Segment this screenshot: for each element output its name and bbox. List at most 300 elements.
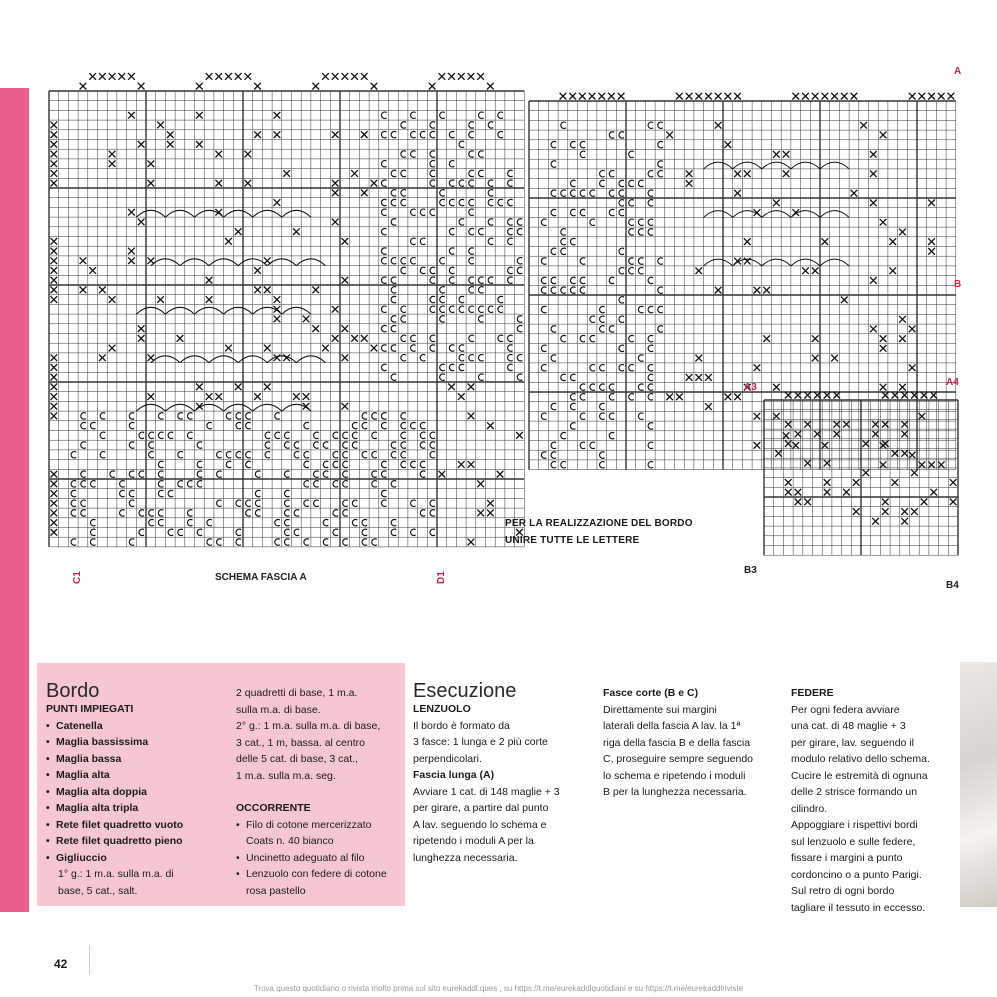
footer-note: Trova questo quotidiano o rivista molto prima sul sito eurekaddl.ques , su https://t.me/eurekaddlquotidiani e su https://t.me/eurekaddlriviste bbox=[253, 984, 744, 993]
stitch-c bbox=[648, 374, 653, 380]
gigliuccio-line: 2 quadretti di base, 1 m.a. bbox=[236, 687, 358, 699]
stitch-c bbox=[430, 122, 435, 128]
stitch-c bbox=[285, 471, 290, 477]
stitch-c bbox=[561, 122, 566, 128]
stitch-x bbox=[51, 257, 58, 264]
stitch-c bbox=[314, 500, 319, 506]
stitch-c bbox=[638, 180, 643, 186]
stitch-c bbox=[459, 219, 464, 225]
lenzuolo-heading: LENZUOLO bbox=[413, 703, 471, 715]
stitch-x bbox=[911, 469, 918, 476]
stitch-arc bbox=[704, 259, 733, 266]
stitch-c bbox=[430, 335, 435, 341]
stitch-x bbox=[773, 200, 780, 207]
stitch-c bbox=[391, 190, 396, 196]
stitch-c bbox=[430, 277, 435, 283]
schema-caption: SCHEMA FASCIA A bbox=[215, 572, 307, 583]
stitch-x bbox=[215, 73, 222, 80]
stitch-c bbox=[517, 316, 522, 322]
stitch-c bbox=[401, 190, 406, 196]
stitch-c bbox=[314, 432, 319, 438]
stitch-c bbox=[236, 413, 241, 419]
stitch-c bbox=[323, 539, 328, 545]
stitch-x bbox=[882, 392, 889, 399]
stitch-c bbox=[440, 364, 445, 370]
stitch-c bbox=[658, 326, 663, 332]
stitch-x bbox=[705, 93, 712, 100]
stitch-x bbox=[618, 93, 625, 100]
note-line: PER LA REALIZZAZIONE DEL BORDO bbox=[505, 518, 693, 529]
stitch-x bbox=[51, 403, 58, 410]
stitch-c bbox=[551, 452, 556, 458]
stitch-x bbox=[138, 141, 145, 148]
stitch-c bbox=[352, 442, 357, 448]
stitch-x bbox=[51, 413, 58, 420]
stitch-c bbox=[619, 209, 624, 215]
stitch-x bbox=[332, 131, 339, 138]
stitch-c bbox=[459, 306, 464, 312]
stitch-c bbox=[469, 131, 474, 137]
stitch-x bbox=[792, 442, 799, 449]
stitch-x bbox=[822, 93, 829, 100]
stitch-c bbox=[168, 432, 173, 438]
stitch-c bbox=[561, 229, 566, 235]
stitch-x bbox=[99, 287, 106, 294]
stitch-x bbox=[705, 374, 712, 381]
stitch-c bbox=[362, 452, 367, 458]
stitch-c bbox=[440, 258, 445, 264]
stitch-c bbox=[81, 500, 86, 506]
stitch-c bbox=[561, 238, 566, 244]
text-line: Per ogni federa avviare bbox=[791, 703, 900, 716]
stitch-x bbox=[148, 160, 155, 167]
stitch-c bbox=[541, 258, 546, 264]
stitch-x bbox=[51, 170, 58, 177]
gigliuccio-line: delle 5 cat. di base, 3 cat., bbox=[236, 753, 358, 765]
stitch-c bbox=[81, 413, 86, 419]
stitch-x bbox=[274, 131, 281, 138]
stitch-c bbox=[517, 374, 522, 380]
stitch-c bbox=[304, 481, 309, 487]
stitch-c bbox=[265, 452, 270, 458]
stitch-c bbox=[401, 355, 406, 361]
stitch-arc bbox=[733, 162, 762, 169]
stitch-x bbox=[901, 508, 908, 515]
stitch-x bbox=[342, 325, 349, 332]
stitch-c bbox=[430, 345, 435, 351]
stitch-x bbox=[51, 296, 58, 303]
stitch-x bbox=[785, 479, 792, 486]
text-line: laterali della fascia A lav. la 1ª bbox=[603, 720, 741, 732]
stitch-x bbox=[109, 151, 116, 158]
stitch-x bbox=[901, 392, 908, 399]
stitch-x bbox=[744, 170, 751, 177]
stitch-c bbox=[551, 161, 556, 167]
stitch-c bbox=[411, 500, 416, 506]
stitch-x bbox=[950, 499, 957, 506]
stitch-c bbox=[619, 180, 624, 186]
stitch-c bbox=[420, 131, 425, 137]
punti-item: • Maglia alta tripla bbox=[46, 800, 183, 817]
stitch-c bbox=[430, 529, 435, 535]
stitch-x bbox=[342, 354, 349, 361]
stitch-x bbox=[734, 170, 741, 177]
stitch-x bbox=[725, 93, 732, 100]
stitch-x bbox=[928, 248, 935, 255]
stitch-c bbox=[498, 296, 503, 302]
stitch-c bbox=[469, 335, 474, 341]
stitch-c bbox=[391, 374, 396, 380]
stitch-c bbox=[658, 141, 663, 147]
stitch-x bbox=[51, 481, 58, 488]
stitch-c bbox=[469, 287, 474, 293]
stitch-x bbox=[89, 73, 96, 80]
join-letters-note bbox=[505, 515, 693, 549]
stitch-c bbox=[275, 413, 280, 419]
stitch-c bbox=[440, 287, 445, 293]
stitch-c bbox=[600, 452, 605, 458]
stitch-c bbox=[333, 529, 338, 535]
stitch-x bbox=[841, 93, 848, 100]
stitch-c bbox=[401, 306, 406, 312]
stitch-c bbox=[648, 423, 653, 429]
text-line: Direttamente sui margini bbox=[603, 703, 717, 716]
stitch-c bbox=[459, 180, 464, 186]
stitch-x bbox=[235, 384, 242, 391]
stitch-c bbox=[343, 481, 348, 487]
stitch-c bbox=[129, 471, 134, 477]
stitch-x bbox=[785, 440, 792, 447]
stitch-x bbox=[477, 73, 484, 80]
text-line: sul lenzuolo e sulle federe, bbox=[791, 835, 916, 848]
stitch-x bbox=[870, 151, 877, 158]
stitch-x bbox=[676, 93, 683, 100]
stitch-x bbox=[695, 93, 702, 100]
stitch-c bbox=[294, 442, 299, 448]
stitch-c bbox=[139, 432, 144, 438]
stitch-c bbox=[571, 190, 576, 196]
stitch-arc bbox=[704, 162, 733, 169]
stitch-c bbox=[648, 365, 653, 371]
stitch-c bbox=[459, 345, 464, 351]
text-line: C, proseguire sempre seguendo bbox=[603, 753, 754, 765]
stitch-x bbox=[763, 287, 770, 294]
stitch-c bbox=[411, 112, 416, 118]
stitch-c bbox=[352, 432, 357, 438]
stitch-x bbox=[206, 73, 213, 80]
stitch-c bbox=[314, 442, 319, 448]
text-line: perpendicolari. bbox=[413, 752, 482, 765]
stitch-x bbox=[274, 112, 281, 119]
stitch-x bbox=[831, 355, 838, 362]
stitch-x bbox=[342, 73, 349, 80]
stitch-c bbox=[449, 199, 454, 205]
stitch-c bbox=[246, 510, 251, 516]
stitch-c bbox=[81, 442, 86, 448]
stitch-x bbox=[870, 200, 877, 207]
stitch-c bbox=[430, 442, 435, 448]
stitch-c bbox=[590, 219, 595, 225]
stitch-c bbox=[246, 500, 251, 506]
stitch-x bbox=[293, 228, 300, 235]
stitch-c bbox=[459, 355, 464, 361]
punti-item: • Maglia alta doppia bbox=[46, 784, 183, 801]
stitch-x bbox=[196, 141, 203, 148]
federe-heading: FEDERE bbox=[791, 687, 834, 699]
stitch-c bbox=[188, 432, 193, 438]
stitch-x bbox=[695, 374, 702, 381]
stitch-c bbox=[449, 267, 454, 273]
stitch-c bbox=[333, 510, 338, 516]
stitch-c bbox=[479, 228, 484, 234]
stitch-x bbox=[812, 93, 819, 100]
stitch-x bbox=[928, 461, 935, 468]
stitch-c bbox=[362, 519, 367, 525]
stitch-c bbox=[648, 345, 653, 351]
stitch-c bbox=[619, 200, 624, 206]
stitch-c bbox=[382, 471, 387, 477]
text-line: Avviare 1 cat. di 148 maglie + 3 bbox=[413, 785, 560, 798]
stitch-x bbox=[686, 170, 693, 177]
stitch-x bbox=[245, 180, 252, 187]
stitch-c bbox=[129, 500, 134, 506]
stitch-x bbox=[880, 219, 887, 226]
stitch-c bbox=[420, 422, 425, 428]
stitch-c bbox=[580, 151, 585, 157]
stitch-c bbox=[382, 180, 387, 186]
stitch-c bbox=[517, 228, 522, 234]
stitch-x bbox=[51, 248, 58, 255]
occorrente-item-text: Coats n. 40 bianco bbox=[246, 835, 334, 847]
punti-item: • Rete filet quadretto pieno bbox=[46, 833, 183, 850]
stitch-x bbox=[843, 489, 850, 496]
stitch-x bbox=[841, 297, 848, 304]
stitch-x bbox=[899, 384, 906, 391]
stitch-x bbox=[919, 413, 926, 420]
stitch-c bbox=[638, 355, 643, 361]
stitch-x bbox=[274, 199, 281, 206]
stitch-c bbox=[343, 539, 348, 545]
stitch-x bbox=[138, 325, 145, 332]
stitch-c bbox=[197, 481, 202, 487]
stitch-x bbox=[783, 151, 790, 158]
stitch-c bbox=[479, 355, 484, 361]
stitch-c bbox=[609, 132, 614, 138]
stitch-c bbox=[382, 258, 387, 264]
stitch-c bbox=[488, 277, 493, 283]
stitch-c bbox=[508, 355, 513, 361]
stitch-c bbox=[382, 209, 387, 215]
stitch-c bbox=[580, 394, 585, 400]
stitch-c bbox=[217, 452, 222, 458]
stitch-c bbox=[285, 539, 290, 545]
stitch-x bbox=[167, 131, 174, 138]
stitch-c bbox=[571, 423, 576, 429]
stitch-c bbox=[226, 413, 231, 419]
stitch-x bbox=[795, 489, 802, 496]
stitch-c bbox=[314, 481, 319, 487]
stitch-x bbox=[889, 238, 896, 245]
stitch-x bbox=[206, 296, 213, 303]
stitch-x bbox=[448, 384, 455, 391]
stitch-x bbox=[51, 151, 58, 158]
stitch-x bbox=[51, 384, 58, 391]
stitch-x bbox=[892, 479, 899, 486]
stitch-x bbox=[128, 209, 135, 216]
text-line: riga della fascia B e della fascia bbox=[603, 736, 751, 749]
stitch-c bbox=[459, 199, 464, 205]
stitch-x bbox=[215, 151, 222, 158]
stitch-c bbox=[469, 151, 474, 157]
stitch-x bbox=[928, 93, 935, 100]
stitch-c bbox=[411, 529, 416, 535]
text-line: cordoncino o a punto Parigi. bbox=[791, 868, 922, 881]
fasce-corte-column bbox=[603, 685, 753, 801]
punti-heading: PUNTI IMPIEGATI bbox=[46, 703, 134, 715]
stitch-c bbox=[590, 384, 595, 390]
federe-column bbox=[791, 685, 930, 916]
stitch-c bbox=[401, 452, 406, 458]
stitch-x bbox=[51, 160, 58, 167]
stitch-c bbox=[508, 277, 513, 283]
stitch-c bbox=[648, 229, 653, 235]
stitch-x bbox=[51, 500, 58, 507]
stitch-c bbox=[600, 365, 605, 371]
stitch-c bbox=[129, 490, 134, 496]
stitch-x bbox=[715, 93, 722, 100]
stitch-x bbox=[921, 392, 928, 399]
stitch-c bbox=[178, 413, 183, 419]
stitch-c bbox=[488, 180, 493, 186]
stitch-arc bbox=[224, 307, 253, 314]
stitch-c bbox=[541, 365, 546, 371]
stitch-c bbox=[449, 364, 454, 370]
stitch-c bbox=[391, 131, 396, 137]
stitch-x bbox=[274, 316, 281, 323]
stitch-x bbox=[312, 325, 319, 332]
stitch-c bbox=[430, 432, 435, 438]
divider bbox=[89, 945, 90, 975]
text-line: B per la lunghezza necessaria. bbox=[603, 786, 747, 798]
stitch-c bbox=[372, 539, 377, 545]
stitch-x bbox=[872, 421, 879, 428]
stitch-c bbox=[508, 180, 513, 186]
stitch-c bbox=[469, 209, 474, 215]
stitch-x bbox=[51, 180, 58, 187]
gigliuccio-line: base, 5 cat., salt. bbox=[58, 884, 138, 897]
stitch-x bbox=[51, 529, 58, 536]
stitch-c bbox=[265, 432, 270, 438]
stitch-c bbox=[541, 219, 546, 225]
lenzuolo-column bbox=[413, 701, 560, 866]
stitch-c bbox=[551, 209, 556, 215]
stitch-c bbox=[648, 442, 653, 448]
stitch-c bbox=[401, 267, 406, 273]
stitch-x bbox=[109, 160, 116, 167]
stitch-c bbox=[488, 219, 493, 225]
stitch-x bbox=[303, 393, 310, 400]
stitch-c bbox=[561, 287, 566, 293]
stitch-x bbox=[245, 73, 252, 80]
stitch-c bbox=[401, 258, 406, 264]
stitch-c bbox=[508, 267, 513, 273]
stitch-c bbox=[508, 364, 513, 370]
stitch-c bbox=[517, 355, 522, 361]
stitch-x bbox=[468, 413, 475, 420]
gigliuccio-line: 3 cat., 1 m, bassa. al centro bbox=[236, 736, 365, 749]
stitch-c bbox=[551, 277, 556, 283]
stitch-c bbox=[285, 432, 290, 438]
stitch-x bbox=[705, 403, 712, 410]
stitch-c bbox=[551, 190, 556, 196]
stitch-c bbox=[401, 335, 406, 341]
stitch-x bbox=[148, 393, 155, 400]
stitch-x bbox=[332, 190, 339, 197]
stitch-c bbox=[469, 248, 474, 254]
stitch-x bbox=[361, 190, 368, 197]
stitch-x bbox=[283, 170, 290, 177]
stitch-x bbox=[863, 469, 870, 476]
stitch-x bbox=[860, 122, 867, 129]
stitch-c bbox=[551, 141, 556, 147]
stitch-x bbox=[51, 267, 58, 274]
punti-list bbox=[46, 718, 183, 867]
stitch-x bbox=[911, 508, 918, 515]
stitch-c bbox=[81, 510, 86, 516]
stitch-x bbox=[928, 238, 935, 245]
punti-item: • Gigliuccio bbox=[46, 850, 183, 867]
stitch-c bbox=[619, 297, 624, 303]
stitch-c bbox=[420, 461, 425, 467]
stitch-x bbox=[51, 393, 58, 400]
stitch-x bbox=[167, 141, 174, 148]
stitch-c bbox=[488, 190, 493, 196]
stitch-c bbox=[479, 287, 484, 293]
stitch-x bbox=[371, 83, 378, 90]
stitch-c bbox=[411, 258, 416, 264]
stitch-c bbox=[609, 209, 614, 215]
stitch-c bbox=[551, 287, 556, 293]
stitch-x bbox=[99, 73, 106, 80]
stitch-c bbox=[149, 519, 154, 525]
stitch-c bbox=[158, 490, 163, 496]
stitch-c bbox=[100, 452, 105, 458]
stitch-x bbox=[235, 228, 242, 235]
stitch-x bbox=[560, 93, 567, 100]
stitch-x bbox=[785, 392, 792, 399]
stitch-x bbox=[822, 238, 829, 245]
stitch-c bbox=[479, 277, 484, 283]
stitch-c bbox=[401, 442, 406, 448]
stitch-x bbox=[225, 238, 232, 245]
stitch-x bbox=[930, 489, 937, 496]
stitch-c bbox=[479, 316, 484, 322]
stitch-c bbox=[362, 413, 367, 419]
stitch-x bbox=[950, 479, 957, 486]
stitch-c bbox=[352, 422, 357, 428]
stitch-c bbox=[323, 471, 328, 477]
stitch-x bbox=[51, 141, 58, 148]
stitch-arc bbox=[224, 404, 253, 411]
stitch-c bbox=[551, 248, 556, 254]
stitch-c bbox=[590, 442, 595, 448]
stitch-c bbox=[391, 316, 396, 322]
stitch-c bbox=[391, 519, 396, 525]
stitch-c bbox=[91, 422, 96, 428]
stitch-c bbox=[658, 258, 663, 264]
stitch-c bbox=[382, 248, 387, 254]
stitch-c bbox=[580, 190, 585, 196]
